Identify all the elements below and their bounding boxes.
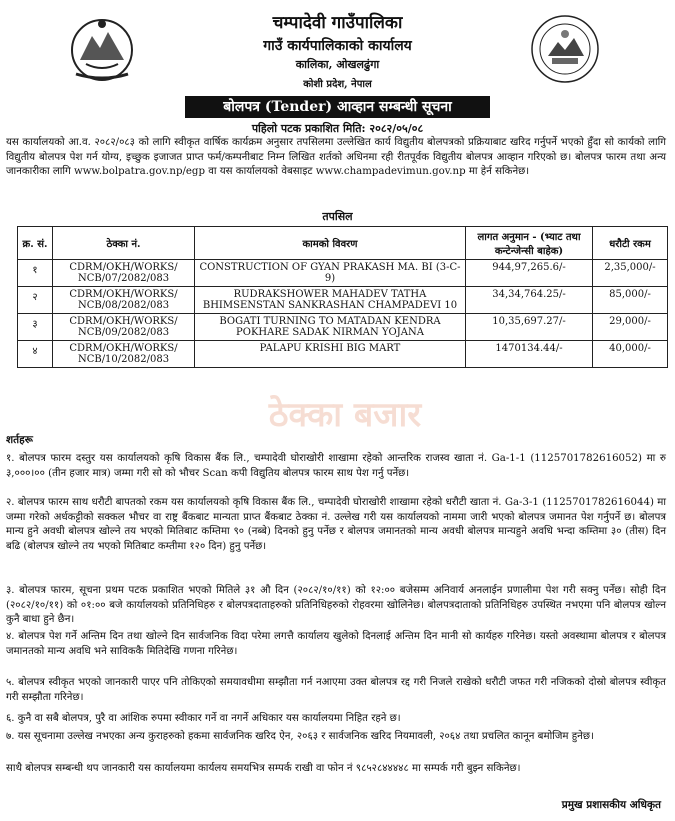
cell-contract: CDRM/OKH/WORKS/ NCB/10/2082/083 <box>53 341 195 368</box>
cell-description: PALAPU KRISHI BIG MART <box>195 341 466 368</box>
office-name: गाउँ कार्यपालिकाको कार्यालय <box>263 38 412 54</box>
cell-contract: CDRM/OKH/WORKS/ NCB/08/2082/083 <box>53 287 195 314</box>
cell-deposit: 29,000/- <box>593 314 668 341</box>
conditions-heading: शर्तहरू <box>6 434 33 446</box>
tender-table <box>17 226 668 368</box>
cell-cost: 944,97,265.6/- <box>466 260 593 287</box>
table-row <box>18 341 668 368</box>
cell-sn: २ <box>18 287 53 314</box>
province-country: कोशी प्रदेश, नेपाल <box>303 79 372 90</box>
cell-sn: १ <box>18 260 53 287</box>
cell-description: BOGATI TURNING TO MATADAN KENDRA POKHARE SADAK NIRMAN YOJANA <box>195 314 466 341</box>
notice-title-banner: बोलपत्र (Tender) आव्हान सम्बन्धी सूचना <box>185 96 490 118</box>
municipality-name: चम्पादेवी गाउँपालिका <box>272 13 403 33</box>
col-header-deposit: धरौटी रकम <box>593 227 668 260</box>
col-header-description: कामको विवरण <box>195 227 466 260</box>
signer-title: प्रमुख प्रशासकीय अधिकृत <box>561 799 661 811</box>
intro-paragraph: यस कार्यालयको आ.व. २०८२/०८३ को लागि स्वीकृत वार्षिक कार्यक्रम अनुसार तपसिलमा उल्लेखित कार्य विद्युतीय बोलपत्रको प्रक्रियाबाट खरिद गर्नुपर्ने भएको हुँदा सो कार्यको लागि विद्युतीय बोलपत्र पेश गर्न योग्य, इच्छुक इजाजत प्राप्त फर्म/कम्पनीबाट निम्न लिखित शर्तको अधिनमा रही रीतपूर्वक विद्युतीय बोलपत्र आव्हान गरिएको छ। बोलपत्र फारम तथा अन्य जानकारीका लागि www.bolpatra.gov.np/egp वा यस कार्यालयको वेबसाइट www.champadevimun.gov.np मा हेर्न सकिनेछ। <box>6 137 666 177</box>
cell-cost: 34,34,764.25/- <box>466 287 593 314</box>
cell-description: RUDRAKSHOWER MAHADEV TATHA BHIMSENSTAN SANKRASHAN CHAMPADEVI 10 <box>195 287 466 314</box>
cell-sn: ४ <box>18 341 53 368</box>
contact-note: साथै बोलपत्र सम्बन्धी थप जानकारी यस कार्यालयमा कार्यलय समयभित्र सम्पर्क राखी वा फोन नं ९८५२८४४४४८ मा सम्पर्क गरी बुझ्न सकिनेछ। <box>6 763 521 774</box>
table-row <box>18 314 668 341</box>
col-header-sn: क्र. सं. <box>18 227 53 260</box>
cell-deposit: 40,000/- <box>593 341 668 368</box>
cell-description: CONSTRUCTION OF GYAN PRAKASH MA. BI (3-C-9) <box>195 260 466 287</box>
watermark-logo <box>205 390 485 440</box>
cell-contract: CDRM/OKH/WORKS/ NCB/09/2082/083 <box>53 314 195 341</box>
condition-item: ७. यस सूचनामा उल्लेख नभएका अन्य कुराहरुको हकमा सार्वजनिक खरिद ऐन, २०६३ र सार्वजनिक खरिद नियमावली, २०६४ तथा प्रचलित कानून बमोजिम हुनेछ। <box>6 731 594 742</box>
cell-deposit: 85,000/- <box>593 287 668 314</box>
col-header-cost: लागत अनुमान - (भ्याट तथा कन्टेन्जेन्सी बाहेक) <box>466 227 593 260</box>
table-header-row <box>18 227 668 260</box>
cell-contract: CDRM/OKH/WORKS/ NCB/07/2082/083 <box>53 260 195 287</box>
cell-sn: ३ <box>18 314 53 341</box>
schedule-heading: तपसिल <box>322 210 353 223</box>
office-address: कालिका, ओखलढुंगा <box>295 58 380 71</box>
condition-item: ४. बोलपत्र पेश गर्ने अन्तिम दिन तथा खोल्ने दिन सार्वजनिक विदा परेमा लगत्तै कार्यालय खुलेको दिनलाई अन्तिम दिन मानी सो कार्यहरु गरिनेछ। यस्तो अवस्थामा बोलपत्र र बोलपत्र जमानतको मान्य अवधि भने साविककै मितिदेखि गणना गरिनेछ। <box>6 631 666 657</box>
condition-item: २. बोलपत्र फारम साथ धरौटी बापतको रकम यस कार्यालयको कृषि विकास बैंक लि., चम्पादेवी घोराखोरी शाखामा रहेको धरौटी खाता नं. Ga-3-1 (1125701782616044) मा जम्मा गरेको अर्धकट्टीको सक्कल भौचर वा राष्ट्र बैंकबाट मान्यता प्राप्त बैंकबाट ठेक्का नं. उल्लेख गरी यस कार्यालयको नाममा जारी भएको बोलपत्र जमानत पेश गर्नुपर्ने छ। बोलपत्र मान्य हुने अवधी बोलपत्र खोल्ने तय भएको मितिबाट कम्तिमा ९० (नब्बे) दिनको हुनु पर्नेछ र बोलपत्र जमानतको मान्य अवधी बोलपत्र मान्यहुने अवधि भन्दा कम्तिमा ३० (तीस) दिन बढि (बोलपत्र खोल्ने तय भएको मितिबाट कम्तीमा १२० दिन) हुनु पर्नेछ। <box>6 497 666 552</box>
watermark-text: ठेक्का बजार <box>268 395 422 435</box>
cell-cost: 10,35,697.27/- <box>466 314 593 341</box>
condition-item: १. बोलपत्र फारम दस्तुर यस कार्यालयको कृषि विकास बैंक लि., चम्पादेवी घोराखोरी शाखामा रहेको आन्तरिक राजस्व खाता नं. Ga-1-1 (1125701782616052) मा रु ३,०००।०० (तीन हजार मात्र) जम्मा गरी सो को भौचर Scan कपी विद्युतिय बोलपत्र फारम साथ पेश गर्नु पर्नेछ। <box>6 453 666 479</box>
cell-cost: 1470134.44/- <box>466 341 593 368</box>
cell-deposit: 2,35,000/- <box>593 260 668 287</box>
condition-item: ५. बोलपत्र स्वीकृत भएको जानकारी पाएर पनि तोकिएको समयावधीमा सम्झौता गर्न नआएमा उक्त बोलपत्र रद्द गरी निजले राखेको धरौटी जफत गरी नजिकको दोस्रो बोलपत्र स्वीकृत गरी सम्झौता गरिनेछ। <box>6 677 666 703</box>
table-row <box>18 260 668 287</box>
condition-item: ३. बोलपत्र फारम, सूचना प्रथम पटक प्रकाशित भएको मितिले ३१ औ दिन (२०८२/१०/११) को १२:०० बजेसम्म अनिवार्य अनलाईन प्रणालीमा पेश गरी सक्नु पर्नेछ। सोही दिन (२०८२/१०/११) को ०१:०० बजे कार्यालयको प्रतिनिधिहरु र बोलपत्रदाताहरुको प्रतिनिधिहरुको रोहवरमा खोलिनेछ। बोलपत्रदाताको प्रतिनिधिहरु उपस्थित नभएमा पनि बोलपत्र खोल्न कुनै बाधा हुने छैन। <box>6 585 666 625</box>
publish-date: पहिलो पटक प्रकाशित मिति: २०८२/०५/०८ <box>251 122 424 135</box>
col-header-contract: ठेक्का नं. <box>53 227 195 260</box>
condition-item: ६. कुनै वा सबै बोलपत्र, पुरै वा आंशिक रुपमा स्वीकार गर्ने वा नगर्ने अधिकार यस कार्यालयमा निहित रहने छ। <box>6 713 401 724</box>
table-row <box>18 287 668 314</box>
